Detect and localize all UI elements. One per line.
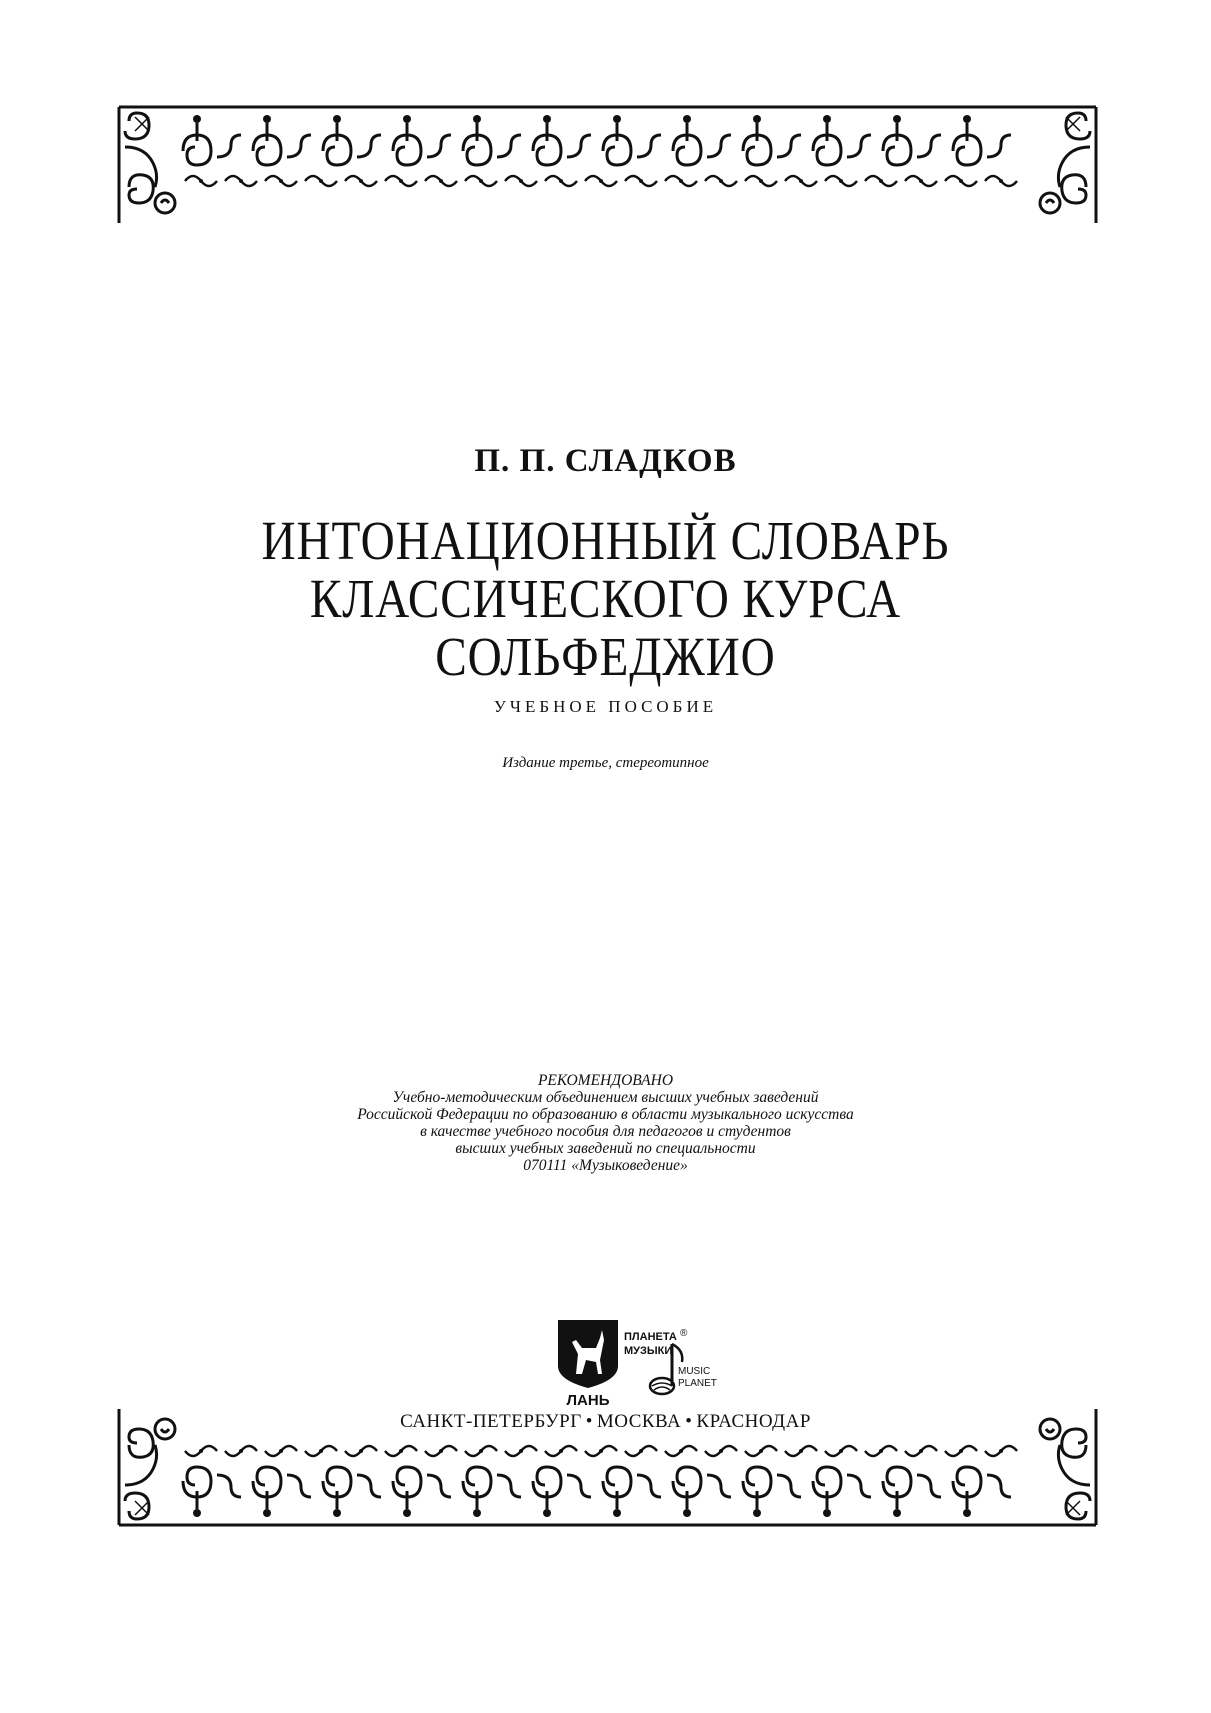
book-title: [85, 512, 1126, 686]
top-ornament-border: [115, 103, 1100, 231]
recommendation-heading: РЕКОМЕНДОВАНО: [537, 1072, 674, 1089]
city-name: МОСКВА: [596, 1411, 682, 1432]
recommendation-line: в качестве учебного пособия для педагогов и студентов: [420, 1123, 791, 1140]
top-ornament-pattern: [119, 107, 1096, 223]
lan-logo-text: ЛАНЬ: [566, 1392, 610, 1409]
bottom-ornament-border: [115, 1401, 1100, 1529]
city-name: КРАСНОДАР: [696, 1411, 811, 1432]
recommendation-block: [0, 1072, 1211, 1174]
planet-music-logo: [622, 1326, 717, 1400]
recommendation-line: Учебно-методическим объединением высших учебных заведений: [392, 1089, 819, 1106]
recommendation-line: Российской Федерации по образованию в области музыкального искусства: [357, 1106, 854, 1123]
planet-logo-en-line: MUSIC: [678, 1366, 711, 1377]
city-separator: •: [685, 1411, 693, 1432]
planet-logo-line: МУЗЫКИ: [624, 1345, 673, 1357]
planet-logo-en-line: PLANET: [678, 1378, 717, 1389]
book-subtitle: УЧЕБНОЕ ПОСОБИЕ: [493, 697, 718, 716]
recommendation-line: высших учебных заведений по специальности: [455, 1140, 756, 1157]
city-name: САНКТ-ПЕТЕРБУРГ: [400, 1411, 582, 1432]
title-line: КЛАССИЧЕСКОГО КУРСА: [309, 568, 902, 629]
city-separator: •: [585, 1411, 593, 1432]
title-line: ИНТОНАЦИОННЫЙ СЛОВАРЬ: [261, 510, 950, 571]
lan-publisher-logo: [556, 1318, 620, 1408]
title-line: СОЛЬФЕДЖИО: [435, 626, 776, 687]
recommendation-line: 070111 «Музыковедение»: [523, 1157, 688, 1174]
author-name: П. П. СЛАДКОВ: [474, 443, 737, 479]
bottom-ornament-pattern: [119, 1409, 1096, 1525]
planet-logo-line: ПЛАНЕТА: [624, 1331, 677, 1343]
edition-note: Издание третье, стереотипное: [502, 755, 709, 771]
registered-mark: ®: [680, 1328, 688, 1339]
